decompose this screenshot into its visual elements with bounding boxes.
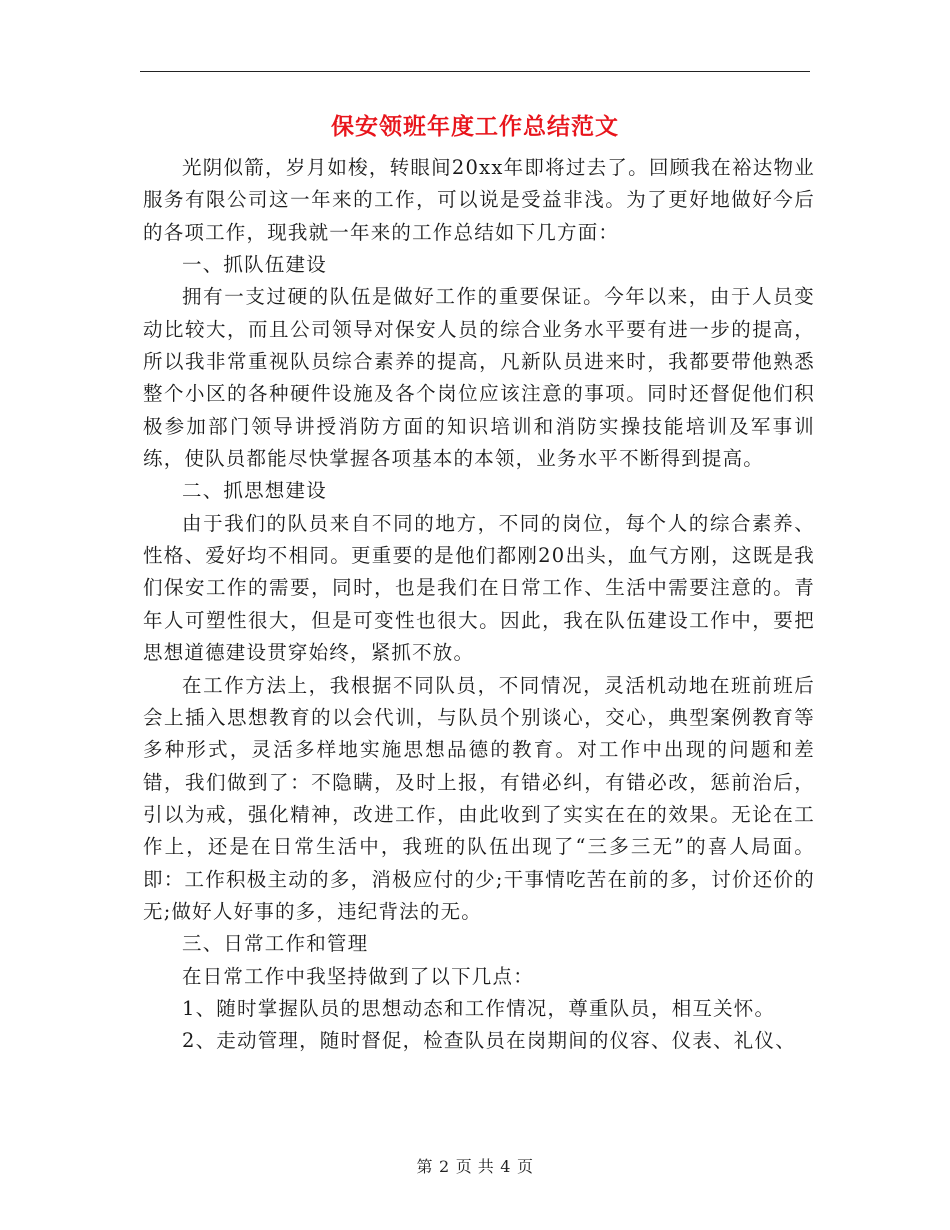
list-item-2: 2、走动管理，随时督促，检查队员在岗期间的仪容、仪表、礼仪、	[182, 1029, 796, 1053]
footer-mid: 页 共	[455, 1157, 495, 1176]
section-heading-daily: 三、日常工作和管理	[182, 932, 369, 956]
section-heading-ideology: 二、抓思想建设	[182, 479, 327, 503]
section-heading-team: 一、抓队伍建设	[182, 253, 327, 277]
paragraph-daily-intro: 在日常工作中我坚持做到了以下几点：	[182, 964, 534, 988]
paragraph-methods: 在工作方法上，我根据不同队员，不同情况，灵活机动地在班前班后会上插入思想教育的以会代训，与队员个别谈心，交心，典型案例教育等多种形式，灵活多样地实施思想品德的教育。对工作中出现的问题和差错，我们做到了：不隐瞒，及时上报，有错必纠，有错必改，惩前治后，引以为戒，强化精神，改进工作，由此收到了实实在在的效果。无论在工作上，还是在日常生活中，我班的队伍出现了“三多三无”的喜人局面。即：工作积极主动的多，消极应付的少;干事情吃苦在前的多，讨价还价的无;做好人好事的多，违纪背法的无。	[143, 673, 815, 923]
header-rule	[140, 71, 810, 72]
paragraph-ideology: 由于我们的队员来自不同的地方，不同的岗位，每个人的综合素养、性格、爱好均不相同。更重要的是他们都刚20出头，血气方刚，这既是我们保安工作的需要，同时，也是我们在日常工作、生活中需要注意的。青年人可塑性很大，但是可变性也很大。因此，我在队伍建设工作中，要把思想道德建设贯穿始终，紧抓不放。	[143, 511, 815, 665]
footer-prefix: 第	[416, 1157, 434, 1176]
page-footer	[0, 1154, 950, 1177]
footer-current-page: 2	[439, 1157, 450, 1176]
paragraph-team: 拥有一支过硬的队伍是做好工作的重要保证。今年以来，由于人员变动比较大，而且公司领导对保安人员的综合业务水平要有进一步的提高，所以我非常重视队员综合素养的提高，凡新队员进来时，我都要带他熟悉整个小区的各种硬件设施及各个岗位应该注意的事项。同时还督促他们积极参加部门领导讲授消防方面的知识培训和消防实操技能培训及军事训练，使队员都能尽快掌握各项基本的本领，业务水平不断得到提高。	[143, 285, 815, 471]
list-item-1: 1、随时掌握队员的思想动态和工作情况，尊重队员，相互关怀。	[182, 996, 776, 1020]
paragraph-intro: 光阴似箭，岁月如梭，转眼间20xx年即将过去了。回顾我在裕达物业服务有限公司这一年来的工作，可以说是受益非浅。为了更好地做好今后的各项工作，现我就一年来的工作总结如下几方面：	[143, 156, 815, 244]
footer-total-pages: 4	[500, 1157, 511, 1176]
page-title: 保安领班年度工作总结范文	[331, 114, 619, 140]
footer-suffix: 页	[516, 1157, 534, 1176]
document-body	[143, 152, 815, 1058]
